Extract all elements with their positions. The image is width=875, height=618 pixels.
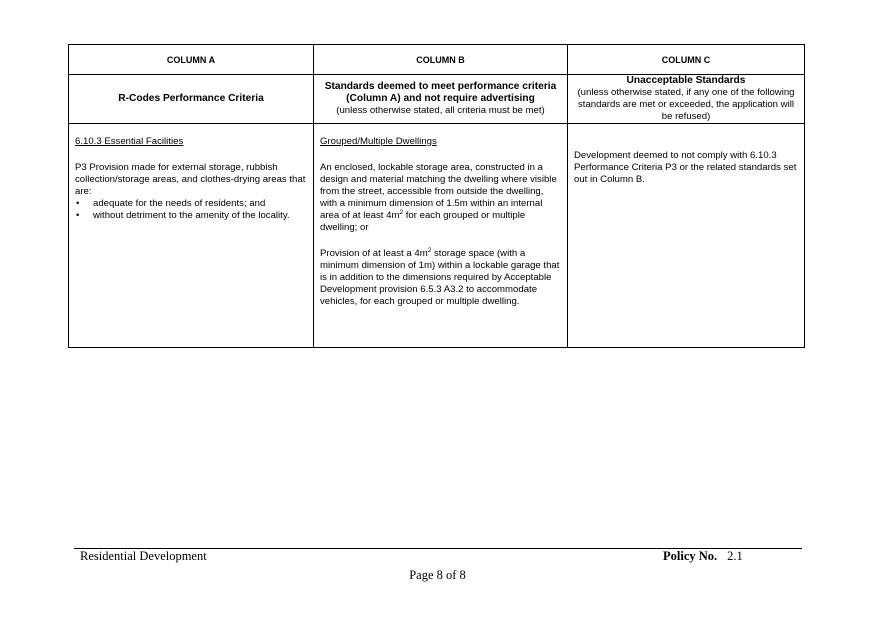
garage-storage-paragraph: Provision of at least a $4m^2$ storage space (with a minimum dimension of 1m) within a lockable garage that is in addition to the dimensions required by Acceptable Development provision 6.5.3 A3.2 to accommodate vehicles, for each grouped or multiple dwelling. <box>320 246 560 307</box>
column-header-row <box>69 45 805 75</box>
list-item: • without detriment to the amenity of the locality. <box>76 210 290 221</box>
list-item: • adequate for the needs of residents; and <box>76 198 266 209</box>
column-c-title: Unacceptable Standards <box>626 75 746 86</box>
column-c-title-note: (unless otherwise stated, if any one of the following standards are met or exceeded, the application will be refused) <box>577 87 795 122</box>
criteria-bullet-list <box>75 198 307 222</box>
policy-label: Policy No. <box>663 549 718 563</box>
non-compliance-statement: Development deemed to not comply with 6.10.3 Performance Criteria P3 or the related standards set out in Column B. <box>574 150 797 185</box>
column-b-content <box>314 124 568 348</box>
column-b-title-note: (unless otherwise stated, all criteria must be met) <box>336 105 545 116</box>
column-a-content <box>69 124 314 348</box>
bullet-icon: • <box>76 198 80 209</box>
column-b-header: COLUMN B <box>314 45 568 75</box>
footer-document-title: Residential Development <box>80 549 207 563</box>
footer-policy-number <box>663 549 743 564</box>
column-c-content <box>568 124 805 348</box>
column-c-title-cell <box>568 75 805 124</box>
column-c-header: COLUMN C <box>568 45 805 75</box>
column-a-title-cell <box>69 75 314 124</box>
column-b-title-line1: Standards deemed to meet performance criteria <box>324 81 557 92</box>
column-title-row <box>69 75 805 124</box>
content-row <box>69 124 805 348</box>
column-a-title: R-Codes Performance Criteria <box>118 93 264 104</box>
performance-criteria-p3: P3 Provision made for external storage, rubbish collection/storage areas, and clothes-drying areas that are: <box>75 162 306 197</box>
storage-area-paragraph: An enclosed, lockable storage area, constructed in a design and material matching the dwelling where visible from the street, accessible from outside the dwelling, with a minimum dimension of 1.5m within an internal area of at least $4m^2$ for each grouped or multiple dwelling; or <box>320 162 557 233</box>
grouped-multiple-dwellings-link[interactable]: Grouped/Multiple Dwellings <box>320 136 437 147</box>
column-b-title-line2: (Column A) and not require advertising <box>346 93 535 104</box>
policy-number: 2.1 <box>727 549 743 563</box>
section-6-10-3-link[interactable]: 6.10.3 Essential Facilities <box>75 136 184 147</box>
policy-table <box>68 44 805 348</box>
column-a-header: COLUMN A <box>69 45 314 75</box>
page-number: Page 8 of 8 <box>409 568 466 582</box>
column-b-title-cell <box>314 75 568 124</box>
bullet-icon: • <box>76 210 80 221</box>
